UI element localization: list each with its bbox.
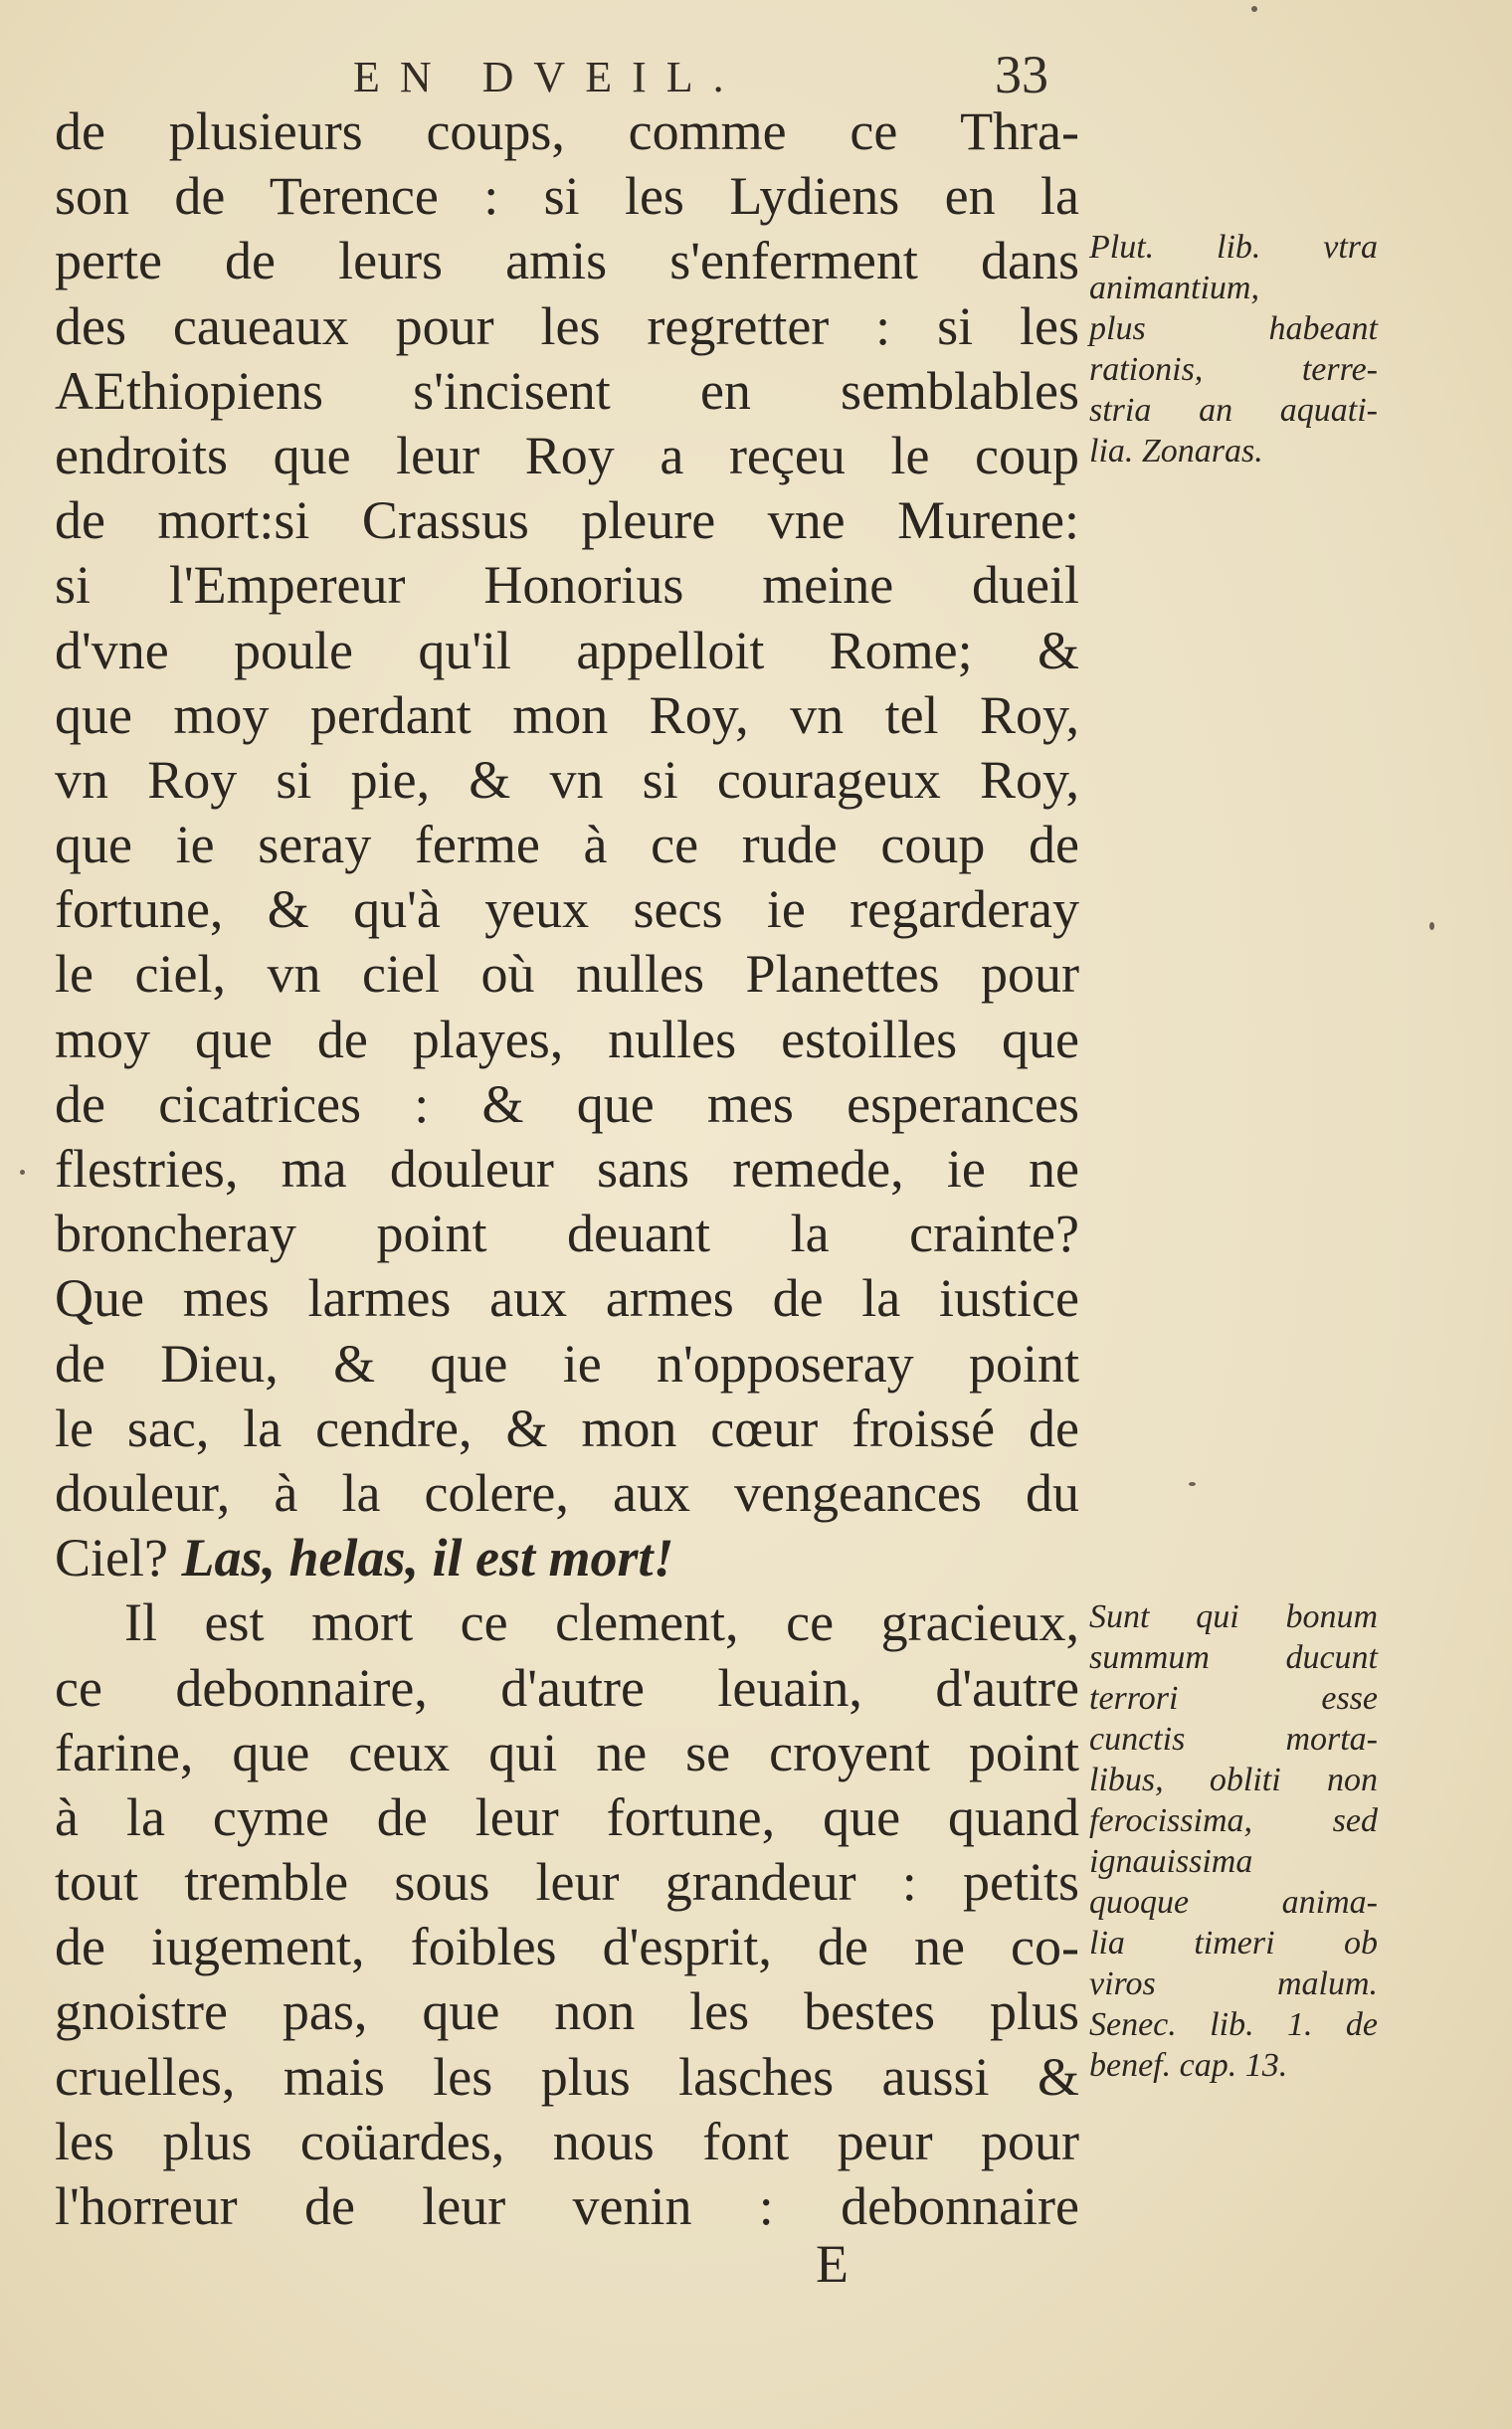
text-line-content: que ie seray ferme à ce rude coup de	[55, 815, 1079, 875]
text-line	[55, 1072, 1079, 1137]
marginal-note-line: rationis, terre-	[1089, 351, 1378, 388]
text-line-content: fortune, & qu'à yeux secs ie regarderay	[55, 879, 1079, 940]
marginal-note-line: lia. Zonaras.	[1089, 433, 1263, 469]
page-number: 33	[995, 45, 1048, 104]
text-line	[55, 1785, 1079, 1850]
text-line	[55, 1850, 1079, 1915]
text-line-content: le ciel, vn ciel où nulles Planettes pour	[55, 944, 1079, 1005]
main-text-column	[55, 99, 1079, 2239]
marginal-note-line: plus habeant	[1089, 310, 1378, 347]
text-line	[55, 1332, 1079, 1397]
marginal-note-line: ignauissima	[1089, 1843, 1253, 1880]
text-line-content: de iugement, foibles d'esprit, de ne co-	[55, 1917, 1079, 1977]
text-line-content: de plusieurs coups, comme ce Thra-	[55, 101, 1079, 161]
marginal-note-line: Senec. lib. 1. de	[1089, 2006, 1378, 2043]
paper-speck	[1429, 922, 1434, 930]
paper-speck	[1251, 6, 1257, 12]
text-line-content: des caueaux pour les regretter : si les	[55, 295, 1079, 356]
text-line	[55, 229, 1079, 293]
text-line	[55, 877, 1079, 942]
text-line-content: l'horreur de leur venin : debonnaire	[55, 2176, 1079, 2236]
text-line	[55, 1526, 1079, 1590]
text-line-content: de mort:si Crassus pleure vne Murene:	[55, 490, 1079, 551]
text-line-content: que moy perdant mon Roy, vn tel Roy,	[55, 684, 1079, 745]
text-line	[55, 2110, 1079, 2174]
text-line-content: ce debonnaire, d'autre leuain, d'autre	[55, 1657, 1079, 1718]
text-line-content: flestries, ma douleur sans remede, ie ne	[55, 1139, 1079, 1199]
text-line-content: farine, que ceux qui ne se croyent point	[55, 1722, 1079, 1782]
marginal-note-line: terrori esse	[1089, 1680, 1378, 1717]
text-line-content: d'vne poule qu'il appelloit Rome; &	[55, 620, 1079, 680]
text-line	[55, 2045, 1079, 2110]
text-line	[55, 1008, 1079, 1072]
text-line-content: moy que de playes, nulles estoilles que	[55, 1009, 1079, 1069]
text-line	[55, 1979, 1079, 2044]
text-line-content: Ciel?	[55, 1528, 182, 1588]
text-line	[55, 553, 1079, 618]
text-line	[55, 1202, 1079, 1266]
marginal-note-line: ferocissima, sed	[1089, 1802, 1378, 1839]
marginal-note-line: summum ducunt	[1089, 1639, 1378, 1676]
text-line	[55, 424, 1079, 488]
marginal-note-line: benef. cap. 13.	[1089, 2047, 1288, 2084]
text-line-content: vn Roy si pie, & vn si courageux Roy,	[55, 749, 1079, 810]
text-line	[55, 1915, 1079, 1979]
text-line-content: les plus coüardes, nous font peur pour	[55, 2111, 1079, 2171]
text-line-content: Il est mort ce clement, ce gracieux,	[124, 1592, 1079, 1653]
text-line-content: le sac, la cendre, & mon cœur froissé de	[55, 1398, 1079, 1458]
paper-speck	[20, 1170, 25, 1175]
marginal-note-line: cunctis morta-	[1089, 1721, 1378, 1758]
text-line-content: de cicatrices : & que mes esperances	[55, 1073, 1079, 1134]
marginal-note-line: quoque anima-	[1089, 1884, 1378, 1921]
text-line	[55, 359, 1079, 424]
marginal-note-plutarch	[1089, 227, 1378, 471]
text-line	[55, 294, 1079, 359]
text-line-content: à la cyme de leur fortune, que quand	[55, 1786, 1079, 1847]
text-line	[55, 619, 1079, 683]
text-line	[55, 813, 1079, 877]
text-line-content: perte de leurs amis s'enferment dans	[55, 231, 1079, 291]
marginal-note-seneca	[1089, 1596, 1378, 2086]
text-line-content: son de Terence : si les Lydiens en la	[55, 166, 1079, 227]
text-line-content: si l'Empereur Honorius meine dueil	[55, 555, 1079, 616]
text-line	[55, 1137, 1079, 1202]
marginal-note-line: viros malum.	[1089, 1965, 1378, 2002]
text-line	[55, 164, 1079, 229]
marginal-note-line: lia timeri ob	[1089, 1925, 1378, 1962]
text-line-content: endroits que leur Roy a reçeu le coup	[55, 425, 1079, 485]
marginal-note-line: Sunt qui bonum	[1089, 1598, 1378, 1635]
text-line	[55, 488, 1079, 553]
text-line	[55, 748, 1079, 813]
italic-exclamation: Las, helas, il est mort!	[181, 1528, 674, 1588]
text-line	[55, 1590, 1079, 1655]
text-line	[55, 1266, 1079, 1331]
text-line-content: broncheray point deuant la crainte?	[55, 1204, 1079, 1264]
text-line-content: cruelles, mais les plus lasches aussi &	[55, 2046, 1079, 2107]
text-line	[55, 1461, 1079, 1526]
text-line	[55, 99, 1079, 164]
text-line-content: gnoistre pas, que non les bestes plus	[55, 1981, 1079, 2042]
text-line	[55, 2174, 1079, 2239]
marginal-note-line: libus, obliti non	[1089, 1762, 1378, 1798]
text-line-content: douleur, à la colere, aux vengeances du	[55, 1462, 1079, 1523]
text-line	[55, 683, 1079, 748]
text-line	[55, 942, 1079, 1007]
text-line-content: de Dieu, & que ie n'opposeray point	[55, 1333, 1079, 1394]
marginal-note-line: animantium,	[1089, 270, 1259, 306]
marginal-note-line: stria an aquati-	[1089, 392, 1378, 429]
text-line	[55, 1721, 1079, 1785]
text-line	[55, 1656, 1079, 1721]
text-line-content: AEthiopiens s'incisent en semblables	[55, 360, 1079, 421]
marginal-note-line: Plut. lib. vtra	[1089, 229, 1378, 266]
text-line-content: Que mes larmes aux armes de la iustice	[55, 1268, 1079, 1329]
text-line	[55, 1397, 1079, 1461]
text-line-content: tout tremble sous leur grandeur : petits	[55, 1852, 1079, 1913]
signature-mark: E	[816, 2234, 849, 2294]
running-head: EN DVEIL.	[353, 53, 744, 101]
paper-speck	[1189, 1482, 1196, 1486]
